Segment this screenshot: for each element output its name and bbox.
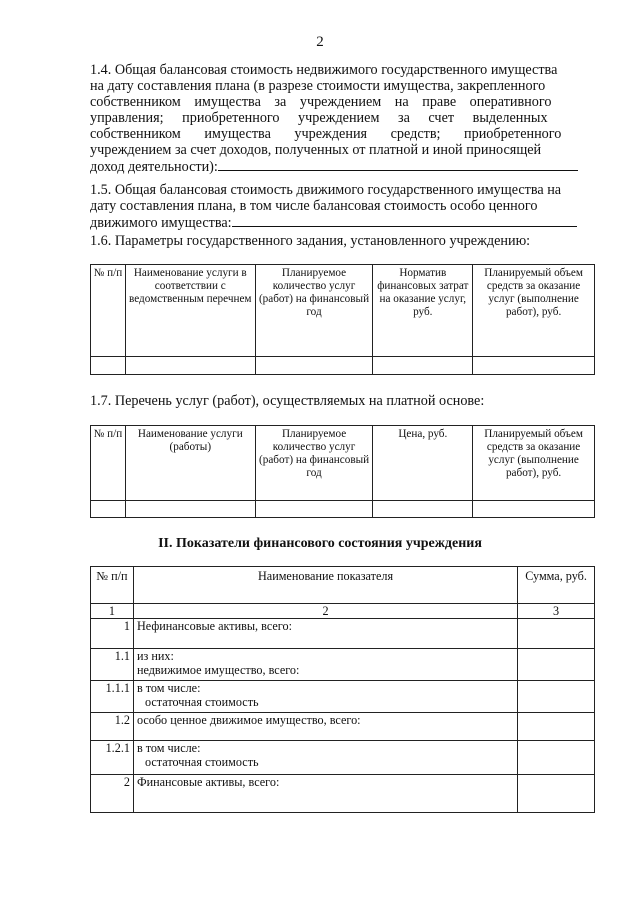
fill-in-blank[interactable] xyxy=(232,214,577,227)
row-number: 1.1.1 xyxy=(91,681,134,713)
row-number: 1.1 xyxy=(91,649,134,681)
col-header: Планируемый объем средств за оказание услуг (выполнение работ), руб. xyxy=(473,426,595,501)
col-number: 1 xyxy=(91,604,134,619)
fill-in-blank[interactable] xyxy=(218,158,578,171)
table-cell[interactable] xyxy=(473,357,595,375)
row-label-sub: остаточная стоимость xyxy=(144,695,259,709)
sum-cell[interactable] xyxy=(518,713,595,741)
table-cell[interactable] xyxy=(125,501,255,518)
paragraph-1-5 xyxy=(90,182,595,231)
table-row xyxy=(91,681,595,713)
paragraph-1-6 xyxy=(90,233,595,249)
col-header: Цена, руб. xyxy=(373,426,473,501)
paragraph-line: управления; приобретенного учреждением за счет выделенных xyxy=(90,110,548,126)
table-cell[interactable] xyxy=(91,501,126,518)
col-header: № п/п xyxy=(91,426,126,501)
section-title: II. Показатели финансового состояния учреждения xyxy=(158,536,482,551)
col-number: 3 xyxy=(518,604,595,619)
paid-services-table xyxy=(90,425,595,518)
paragraph-line: учреждением за счет доходов, полученных от платной и иной приносящей xyxy=(90,142,542,158)
row-label-sub: остаточная стоимость xyxy=(144,755,259,769)
paragraph-1-4 xyxy=(90,62,595,175)
table-row xyxy=(91,713,595,741)
col-header: Наименование показателя xyxy=(133,567,517,604)
sum-cell[interactable] xyxy=(518,681,595,713)
table-cell[interactable] xyxy=(91,357,126,375)
sum-cell[interactable] xyxy=(518,619,595,649)
table-cell[interactable] xyxy=(373,501,473,518)
row-number: 1.2 xyxy=(91,713,134,741)
sum-cell[interactable] xyxy=(518,741,595,775)
col-number: 2 xyxy=(133,604,517,619)
table-row xyxy=(91,775,595,813)
paragraph-line: собственником имущества за учреждением на праве оперативного xyxy=(90,94,552,110)
col-header: Планируемый объем средств за оказание услуг (выполнение работ), руб. xyxy=(473,265,595,357)
col-header: Планируемое количество услуг (работ) на финансовый год xyxy=(255,265,373,357)
paragraph-line: 1.4. Общая балансовая стоимость недвижимого государственного имущества xyxy=(90,62,558,78)
table-cell[interactable] xyxy=(473,501,595,518)
page-number: 2 xyxy=(316,34,324,50)
col-header: № п/п xyxy=(91,265,126,357)
table-row xyxy=(91,649,595,681)
col-header: № п/п xyxy=(91,567,134,604)
paragraph-line: на дату составления плана (в разрезе стоимости имущества, закрепленного xyxy=(90,78,546,94)
paragraph-line: доход деятельности): xyxy=(90,159,218,175)
table-cell[interactable] xyxy=(373,357,473,375)
col-header: Планируемое количество услуг (работ) на финансовый год xyxy=(255,426,373,501)
col-header: Сумма, руб. xyxy=(518,567,595,604)
row-label: особо ценное движимое имущество, всего: xyxy=(136,713,361,727)
table-cell[interactable] xyxy=(125,357,255,375)
paragraph-line: 1.5. Общая балансовая стоимость движимого государственного имущества на xyxy=(90,182,562,198)
table-row xyxy=(91,741,595,775)
paragraph-line: дату составления плана, в том числе балансовая стоимость особо ценного xyxy=(90,198,538,214)
paragraph-line: собственником имущества учреждения средств; приобретенного xyxy=(90,126,562,142)
row-label: в том числе: xyxy=(136,681,201,695)
row-label: из них: xyxy=(136,649,174,663)
financial-indicators-table xyxy=(90,566,595,813)
row-number: 2 xyxy=(91,775,134,813)
row-number: 1.2.1 xyxy=(91,741,134,775)
row-label: Нефинансовые активы, всего: xyxy=(136,619,292,633)
row-label: в том числе: xyxy=(136,741,201,755)
sum-cell[interactable] xyxy=(518,775,595,813)
col-header: Норматив финансовых затрат на оказание услуг, руб. xyxy=(373,265,473,357)
table-cell[interactable] xyxy=(255,501,373,518)
paragraph-line: движимого имущества: xyxy=(90,215,232,231)
col-header: Наименование услуги в соответствии с ведомственным перечнем xyxy=(125,265,255,357)
row-label-sub: недвижимое имущество, всего: xyxy=(136,663,300,677)
paragraph-1-7 xyxy=(90,393,595,409)
sum-cell[interactable] xyxy=(518,649,595,681)
row-label: Финансовые активы, всего: xyxy=(136,775,280,789)
paragraph-line: 1.6. Параметры государственного задания, установленного учреждению: xyxy=(90,233,531,249)
row-number: 1 xyxy=(91,619,134,649)
col-header: Наименование услуги (работы) xyxy=(125,426,255,501)
paragraph-line: 1.7. Перечень услуг (работ), осуществляемых на платной основе: xyxy=(90,393,485,409)
table-row xyxy=(91,619,595,649)
table-cell[interactable] xyxy=(255,357,373,375)
state-assignment-table xyxy=(90,264,595,375)
